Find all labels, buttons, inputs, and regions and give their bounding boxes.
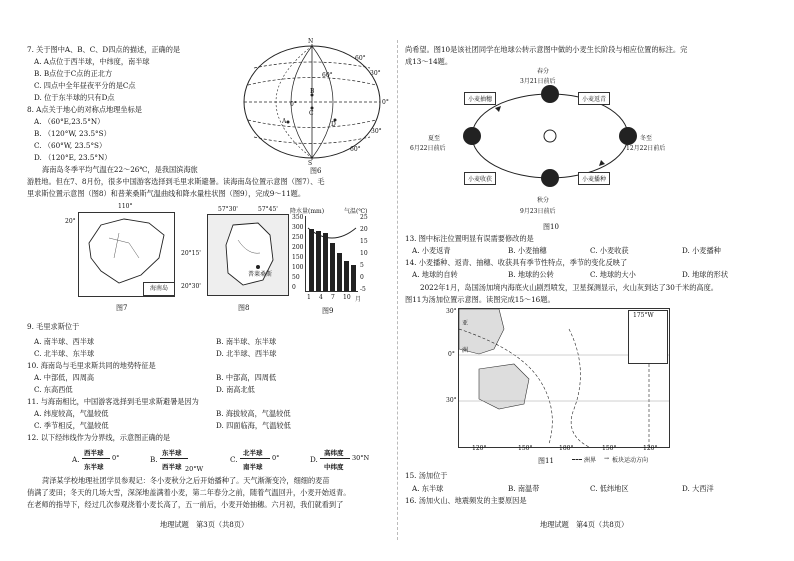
q10-a: A. 中部低，四周高 — [34, 373, 95, 382]
spring-label: 春分 — [537, 68, 550, 75]
q14-stem: 14. 小麦播种、返青、抽穗、收获具有季节性特点，季节的变化反映了 — [405, 258, 628, 267]
fig10-caption: 图10 — [543, 223, 559, 231]
globe-lon60: 60° — [322, 72, 333, 79]
fig9-left-tick: 250 — [292, 234, 304, 241]
para-line-1: 菏泽某学校地理社团学员参观记：冬小麦秋分之后开始播种了。天气渐渐变冷，细细的麦苗 — [42, 476, 330, 485]
fig9-plot — [305, 216, 358, 292]
q13-d: D. 小麦播种 — [682, 246, 721, 255]
globe-s: S — [308, 160, 313, 167]
globe-c: C — [309, 110, 314, 117]
summer-label: 夏至 — [428, 135, 441, 142]
map-lon-4: 150° — [602, 445, 617, 452]
right-para-2: 成13～14题。 — [405, 57, 453, 66]
q13-stem: 13. 图中标注位置明显有误需要修改的是 — [405, 234, 534, 243]
q7-a: A. A点位于西半球，中纬度，南半球 — [34, 57, 150, 66]
q12-a-label: 0° — [112, 454, 120, 462]
q13-a: A. 小麦返青 — [412, 246, 451, 255]
q12-c-label: 0° — [272, 454, 280, 462]
fig9-caption: 图9 — [322, 307, 334, 315]
q10-c: C. 东高西低 — [34, 385, 73, 394]
q10-b: B. 中部高，四周低 — [216, 373, 277, 382]
map-oceania: 洲 — [462, 347, 469, 354]
q14-b: B. 地球的公转 — [508, 270, 554, 279]
inset-lon: 175°W — [633, 312, 654, 319]
globe-n: N — [308, 38, 314, 45]
fig9-right-tick: 25 — [360, 214, 368, 221]
fig8-caption: 图8 — [238, 304, 250, 312]
q8-d: D. （120°E, 23.5°N） — [34, 153, 112, 162]
q12-b: B. — [150, 455, 158, 464]
q15-d: D. 大西洋 — [682, 484, 714, 493]
fig8-label: 普莱桑斯 — [248, 271, 273, 278]
q11-stem: 11. 与海南相比，中国游客选择到毛里求斯避暑是因为 — [27, 397, 199, 406]
fig9-right-tick: 15 — [360, 238, 368, 245]
q10-stem: 10. 海南岛与毛里求斯共同的地势特征是 — [27, 361, 156, 370]
page-divider — [397, 40, 398, 540]
fig9-x-tick: 月 — [355, 296, 362, 303]
stage-sowing: 小麦播种 — [578, 172, 610, 185]
map-lat-1: 30° — [446, 308, 457, 315]
q12-c: C. — [230, 455, 238, 464]
q12-b-top: 东半球 — [162, 449, 182, 457]
fig7-lat: 20° — [65, 218, 76, 225]
q7-d: D. 位于东半球的只有D点 — [34, 93, 115, 102]
q12-c-line — [240, 458, 270, 459]
q8-a: A. （60°E,23.5°N） — [34, 117, 105, 126]
q12-a-top: 西半球 — [84, 449, 104, 457]
globe-lat60s: 60° — [350, 146, 361, 153]
q14-d: D. 地球的形状 — [682, 270, 729, 279]
fig7-caption: 图7 — [116, 304, 128, 312]
fig9-temp-curve — [306, 216, 358, 291]
right-para-3: 2022年1月，岛国汤加境内海底火山剧烈喷发，卫星探测显示，火山灰到达了30千米的高度。 — [420, 283, 718, 292]
fig8-lon1: 57°30' — [218, 206, 238, 213]
globe-a: A — [282, 118, 287, 125]
q16-stem: 16. 汤加火山、地震频发的主要原因是 — [405, 496, 527, 505]
fig9-yleft: 降水量(mm) — [290, 208, 325, 215]
fig9-left-tick: 100 — [292, 264, 304, 271]
globe-lat60n: 60° — [355, 55, 366, 62]
fig9-left-tick: 200 — [292, 244, 304, 251]
globe-lat0: 0° — [382, 99, 389, 106]
q12-stem: 12. 以下经纬线作为分界线，示意图正确的是 — [27, 433, 171, 442]
q8-stem: 8. A点关于地心的对称点地理坐标是 — [27, 105, 142, 114]
fig9-x-tick: 10 — [343, 294, 351, 301]
q8-b: B. （120°W, 23.5°S） — [34, 129, 111, 138]
legend-boundary-line — [572, 459, 582, 460]
q12-a-bottom: 东半球 — [84, 463, 104, 471]
fig9-x-tick: 7 — [331, 294, 335, 301]
winter-date: 12月22日前后 — [626, 145, 666, 152]
q10-d: D. 南高北低 — [216, 385, 255, 394]
globe-lat30s: 30° — [371, 128, 382, 135]
globe-b: B — [310, 88, 315, 95]
q12-b-line — [160, 458, 188, 459]
globe-figure — [240, 40, 390, 165]
stage-harvest: 小麦收获 — [464, 172, 496, 185]
q13-c: C. 小麦收获 — [590, 246, 629, 255]
intro-line-3: 里求斯位置示意图（图8）和普莱桑斯气温曲线和降水量柱状图（图9），完成9～11题。 — [27, 189, 306, 198]
q12-a-line — [82, 458, 110, 459]
legend-boundary: 洲界 — [584, 457, 597, 464]
fig9-right-tick: 0 — [360, 274, 364, 281]
q12-b-bottom: 西半球 — [162, 463, 182, 471]
q12-d-top: 高纬度 — [324, 449, 344, 457]
fig9-x-tick: 1 — [307, 294, 311, 301]
fig9-yright: 气温(℃) — [344, 208, 368, 215]
legend-arrow-icon: → — [604, 455, 610, 462]
q12-d-line — [320, 458, 350, 459]
q12-c-top: 北半球 — [243, 449, 263, 457]
para-line-3: 在老师的指导下，经过几次参观浇着小麦长高了，五一前后，小麦开始抽穗。六月初，我们就看到了 — [27, 500, 344, 509]
q12-a: A. — [72, 455, 80, 464]
q13-b: B. 小麦抽穗 — [508, 246, 547, 255]
autumn-label: 秋分 — [537, 197, 550, 204]
q9-c: C. 北半球、东半球 — [34, 349, 95, 358]
q15-stem: 15. 汤加位于 — [405, 471, 448, 480]
map-lat-2: 0° — [448, 351, 455, 358]
map-lon-5: 120° — [643, 445, 658, 452]
fig9-left-tick: 0 — [292, 284, 296, 291]
left-footer: 地理试题 第3页（共8页） — [160, 520, 249, 529]
q12-d-bottom: 中纬度 — [324, 463, 344, 471]
map-lon-2: 150° — [518, 445, 533, 452]
q14-c: C. 地球的大小 — [590, 270, 636, 279]
q12-d: D. — [310, 455, 318, 464]
fig6-caption: 图6 — [310, 167, 322, 175]
fig9-x-tick: 4 — [319, 294, 323, 301]
map-lon-3: 180° — [559, 445, 574, 452]
q9-d: D. 北半球、西半球 — [216, 349, 277, 358]
q15-a: A. 东半球 — [412, 484, 444, 493]
q12-b-label: 20°W — [185, 465, 204, 473]
q7-c: C. 四点中全年昼夜平分的是C点 — [34, 81, 136, 90]
fig7-label: 海南岛 — [143, 282, 175, 296]
summer-date: 6月22日前后 — [410, 145, 446, 152]
fig9-right-tick: 5 — [360, 262, 364, 269]
q11-a: A. 纬度较高，气温较低 — [34, 409, 109, 418]
intro-line-2: 游胜地。但在7、8月份，很多中国游客选择到毛里求斯避暑。读海南岛位置示意图（图7）、毛 — [27, 177, 325, 186]
fig9-right-tick: 20 — [360, 226, 368, 233]
stage-heading: 小麦抽穗 — [464, 92, 496, 105]
q15-c: C. 低纬地区 — [590, 484, 629, 493]
fig11-caption: 图11 — [538, 457, 554, 465]
q11-d: D. 四面临海，气温较低 — [216, 421, 291, 430]
fig9-left-tick: 350 — [292, 214, 304, 221]
globe-lon0: 0° — [290, 101, 297, 108]
fig7-lon: 110° — [118, 203, 133, 210]
fig9-right-tick: -5 — [360, 286, 366, 293]
q14-a: A. 地球的自转 — [412, 270, 458, 279]
q11-c: C. 季节相反，气温较低 — [34, 421, 109, 430]
q9-b: B. 南半球、东半球 — [216, 337, 277, 346]
fig8-lat1: 20°15' — [181, 250, 201, 257]
q7-stem: 7. 关于图中A、B、C、D四点的描述，正确的是 — [27, 45, 181, 54]
fig8-lat2: 20°30' — [181, 283, 201, 290]
map-lat-3: 30° — [446, 397, 457, 404]
map-asia: 亚 — [462, 320, 469, 327]
fig9-right-tick: 10 — [360, 250, 368, 257]
right-footer: 地理试题 第4页（共8页） — [540, 520, 629, 529]
stage-regreen: 小麦返青 — [578, 92, 610, 105]
autumn-date: 9月23日前后 — [520, 208, 556, 215]
q9-a: A. 南半球、西半球 — [34, 337, 95, 346]
q12-d-label: 30°N — [352, 454, 370, 462]
fig8-lon2: 57°45' — [258, 206, 278, 213]
para-line-2: 俏满了麦田；冬天的几场大雪，深深地盖满着小麦，第二年春分之前，随着气温回升，小麦开始返青。 — [27, 488, 351, 497]
q9-stem: 9. 毛里求斯位于 — [27, 322, 80, 331]
globe-lat30n: 30° — [370, 70, 381, 77]
fig8-map — [207, 214, 289, 296]
q8-c: C. （60°W, 23.5°S） — [34, 141, 107, 150]
right-para-4: 图11为汤加位置示意图。读图完成15～16题。 — [405, 295, 555, 304]
globe-d: D — [331, 121, 336, 128]
fig9-left-tick: 300 — [292, 224, 304, 231]
q7-b: B. B点位于C点的正北方 — [34, 69, 113, 78]
winter-label: 冬至 — [640, 135, 653, 142]
intro-line-1: 海南岛冬季平均气温在22～26℃，是我国滨海旅 — [42, 165, 198, 174]
fig9-left-tick: 50 — [292, 274, 300, 281]
fig9-left-tick: 150 — [292, 254, 304, 261]
spring-date: 3月21日前后 — [520, 78, 556, 85]
right-para-1: 尚希望。图10是该社团同学在地球公转示意图中做的小麦生长阶段与相应位置的标注。完 — [405, 45, 688, 54]
q15-b: B. 南温带 — [508, 484, 540, 493]
map-lon-1: 120° — [472, 445, 487, 452]
q11-b: B. 海拔较高，气温较低 — [216, 409, 291, 418]
q12-c-bottom: 南半球 — [243, 463, 263, 471]
legend-plate: 板块运动方向 — [612, 457, 649, 464]
